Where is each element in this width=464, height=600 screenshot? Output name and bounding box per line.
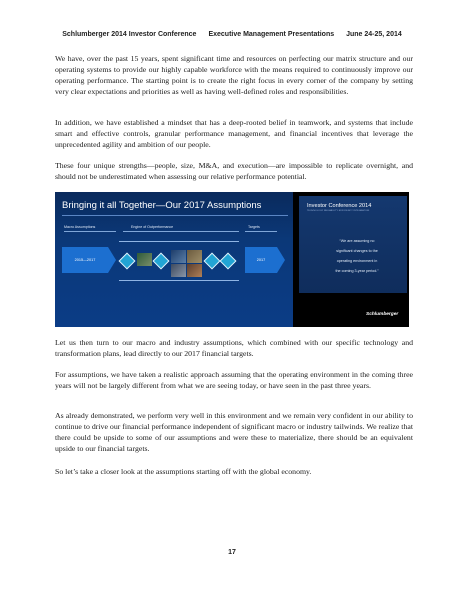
column-underline-macro xyxy=(64,231,116,232)
paragraph-confidence: As already demonstrated, we perform very well in this environment and we remain very confident in our ability to continue to drive our financial performance independent of significant macro or industry tailwinds. We realize that there could be upside to some of our assumptions and were these to materialize, there should be an equivalent upside to our financial targets. xyxy=(55,411,413,453)
column-label-engine: Engine of Outperformance xyxy=(131,225,174,229)
quote-line-3: operating environment in xyxy=(336,259,378,263)
quote-line-1: “We are assuming no xyxy=(339,239,375,243)
column-label-macro: Macro Assumptions xyxy=(64,225,96,229)
page-header xyxy=(0,31,464,38)
engine-photo-4 xyxy=(171,264,186,277)
schlumberger-logo: Schlumberger xyxy=(366,312,399,317)
engine-photo-3 xyxy=(187,250,202,263)
paragraph-global-economy: So let’s take a closer look at the assumptions starting off with the global economy. xyxy=(55,467,312,476)
quote-line-2: significant changes to the xyxy=(336,249,378,253)
conference-title: Investor Conference 2014 xyxy=(307,203,372,209)
slide-title-rule xyxy=(62,215,288,216)
paragraph-macro-assumptions: Let us then turn to our macro and industry assumptions, which combined with our specific technology and transformation plans, lead directly to our 2017 financial targets. xyxy=(55,338,413,358)
conference-tagline: TECHNOLOGY RELIABILITY EFFICIENCY INTEGRATION xyxy=(307,210,370,212)
slide-main-panel xyxy=(55,192,293,327)
engine-photo-5 xyxy=(187,264,202,277)
paragraph-four-strengths: These four unique strengths—people, size, M&A, and execution—are impossible to replicate overnight, and should not be underestimated when assessing our relative performance potential. xyxy=(55,161,413,181)
paragraph-matrix-structure: We have, over the past 15 years, spent significant time and resources on perfecting our matrix structure and our operating systems to provide our highly capable workforce with the means required to continuously improve our operating performance. The starting point is to create the right focus in every corner of the company by setting very clear expectations and priorities as well as having well-defined roles and responsibilities. xyxy=(55,54,413,96)
conference-panel xyxy=(299,196,407,293)
header-section: Executive Management Presentations xyxy=(208,31,335,38)
column-label-targets: Targets xyxy=(248,225,260,229)
column-underline-targets xyxy=(245,231,277,232)
slide-side-panel xyxy=(296,192,409,327)
engine-photo-2 xyxy=(171,250,186,263)
target-year-box: 2017 xyxy=(245,247,277,273)
column-underline-engine xyxy=(123,231,239,232)
paragraph-teamwork-mindset: In addition, we have established a mindset that has a deep-rooted belief in teamwork, and systems that include smart and effective controls, granular performance management, and financial incentives that leverage the unprecedented agility and ambition of our people. xyxy=(55,118,413,149)
macro-arrow-head xyxy=(108,247,116,273)
page-number: 17 xyxy=(228,549,236,556)
header-event: Schlumberger 2014 Investor Conference xyxy=(62,31,197,38)
quote-line-4: the coming 3-year period.” xyxy=(335,269,379,273)
slide-title: Bringing it all Together—Our 2017 Assumptions xyxy=(62,200,262,211)
engine-photo-1 xyxy=(137,253,152,266)
slide-image xyxy=(55,192,409,327)
paragraph-realistic-approach: For assumptions, we have taken a realistic approach assuming that the operating environment in the coming three years will not be largely different from what we are seeing today, or have seen in the past three years. xyxy=(55,370,413,390)
header-dates: June 24-25, 2014 xyxy=(346,31,402,38)
macro-period-box: 2015—2017 xyxy=(62,247,108,273)
target-arrow-head xyxy=(277,247,285,273)
